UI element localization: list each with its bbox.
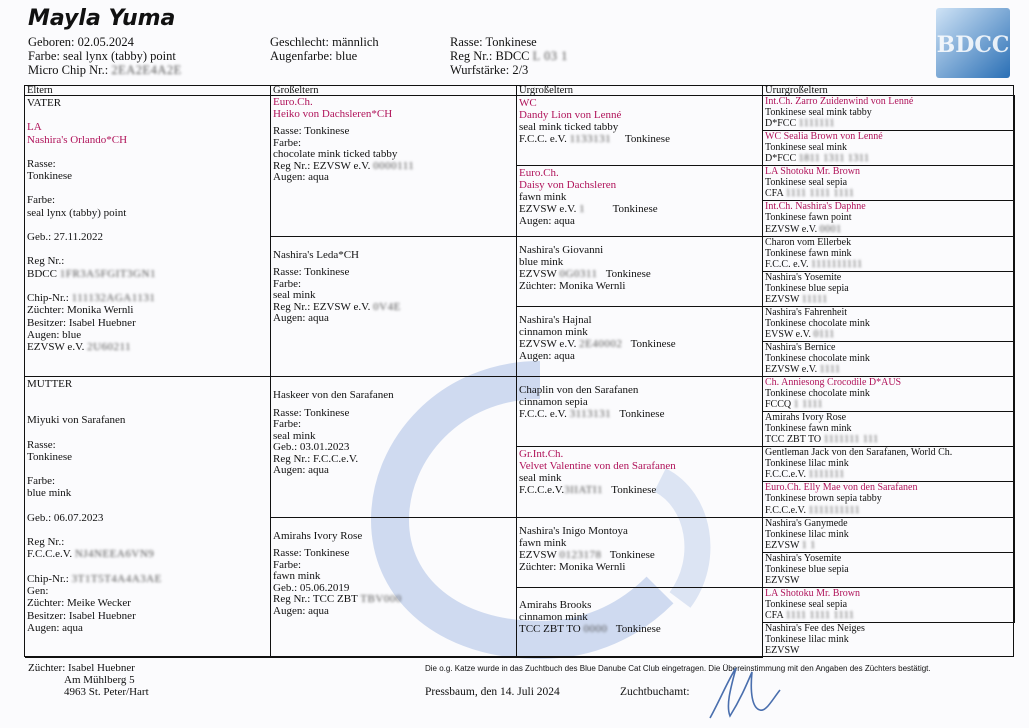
grandparent-name: Heiko von Dachsleren*CH xyxy=(273,107,393,120)
header-middle xyxy=(270,35,379,63)
mother-gen: Gen: xyxy=(27,584,49,597)
great-great-grandparent-cell: Charon vom Ellerbek Tonkinese fawn mink F.C.C. e.V. 1111111111 xyxy=(763,237,1015,272)
mother-owner: Besitzer: Isabel Huebner xyxy=(27,609,136,622)
great-grandparent-cell: Amirahs Brooks cinnamon mink TCC ZBT TO 0000 Tonkinese xyxy=(517,588,763,658)
great-great-grandparent-cell: WC Sealia Brown von Lenné Tonkinese seal mink D*FCC 1811 1311 1311 xyxy=(763,131,1015,166)
header-chip: Micro Chip Nr.: 2EA2E4A2E xyxy=(28,63,182,77)
mother-color: blue mink xyxy=(27,487,72,500)
studbook-office-label: Zuchtbuchamt: xyxy=(620,686,690,698)
great-great-grandparent-cell: Nashira's Bernice Tonkinese chocolate mink EZVSW e.V. 1111 xyxy=(763,342,1015,377)
great-great-grandparent-cell: Nashira's Yosemite Tonkinese blue sepia EZVSW xyxy=(763,553,1015,588)
father-eyes: Augen: blue xyxy=(27,328,82,341)
great-grandparent-cell: Nashira's Inigo Montoya fawn mink EZVSW 0123178 Tonkinese Züchter: Monika Wernli xyxy=(517,518,763,588)
great-grandparent-cell: Nashira's Hajnal cinnamon mink EZVSW e.V. 2E40002 Tonkinese Augen: aqua xyxy=(517,307,763,377)
header-reg: Reg Nr.: BDCC L 03 1 xyxy=(450,49,568,63)
father-cell: VATER LA Nashira's Orlando*CH Rasse: Tonkinese Farbe: seal lynx (tabby) point Geb.: 27.11.2022 Reg Nr.: BDCC 1FR3A5FGIT3GN1 Chip-Nr.: 111132AGA1131 Züchter: Monika Wernli Besitzer: Isabel Huebner Augen: blue EZVSW e.V. 2U60211 xyxy=(25,96,271,377)
great-great-grandparent-cell: Euro.Ch. Elly Mae von den Sarafanen Tonkinese brown sepia tabby F.C.C.e.V. 1111111111 xyxy=(763,482,1015,517)
father-born: Geb.: 27.11.2022 xyxy=(27,231,103,244)
great-great-grandparent-cell: LA Shotoku Mr. Brown Tonkinese seal sepia CFA 1111 1111 1111 xyxy=(763,166,1015,201)
header-born: Geboren: 02.05.2024 xyxy=(28,35,134,49)
great-grandparent-cell: WC Dandy Lion von Lenné seal mink ticked tabby F.C.C. e.V. 1133131 Tonkinese xyxy=(517,96,763,166)
grandparent-name: Nashira's Leda*CH xyxy=(273,248,359,261)
footer-address-street: Am Mühlberg 5 xyxy=(64,674,135,686)
header-eye-color: Augenfarbe: blue xyxy=(270,49,358,63)
grandparent-name: Haskeer von den Sarafanen xyxy=(273,389,394,401)
mother-chip: Chip-Nr.: 3T1T5T4A4A3AE xyxy=(27,572,162,585)
father-owner: Besitzer: Isabel Huebner xyxy=(27,316,136,329)
mother-name: Miyuki von Sarafanen xyxy=(27,414,126,427)
footer-breeder: Züchter: Isabel Huebner xyxy=(28,662,135,674)
great-great-grandparent-cell: Nashira's Fee des Neiges Tonkinese lilac mink EZVSW xyxy=(765,622,865,657)
great-great-grandparent-cell: Nashira's Ganymede Tonkinese lilac mink EZVSW 1 1 xyxy=(763,518,1015,553)
signature-icon xyxy=(700,660,790,724)
registration-notice: Die o.g. Katze wurde in das Zuchtbuch des Blue Danube Cat Club eingetragen. Die Übereinstimmung mit den Angaben des Züchters bestätigt. xyxy=(425,664,931,673)
mother-breeder: Züchter: Meike Wecker xyxy=(27,597,131,610)
great-grandparent-cell: Chaplin von den Sarafanen cinnamon sepia F.C.C. e.V. 3113131 Tonkinese xyxy=(517,377,763,447)
mother-cell: MUTTER Miyuki von Sarafanen Rasse: Tonkinese Farbe: blue mink Geb.: 06.07.2023 Reg Nr.: F.C.C.e.V. NJ4NEEA6VN9 Chip-Nr.: 3T1T5T4A4A3AE Gen: Züchter: Meike Wecker Besitzer: Isabel Huebner Augen: aqua xyxy=(25,377,271,658)
father-reg: BDCC 1FR3A5FGIT3GN1 xyxy=(27,267,156,280)
pedigree-table xyxy=(24,85,1014,657)
header-right xyxy=(450,35,568,77)
great-great-grandparent-cell: LA Shotoku Mr. Brown Tonkinese seal sepia CFA 1111 1111 1111 xyxy=(763,588,1015,623)
grandparent-cell: Amirahs Ivory Rose Rasse: Tonkinese Farbe: fawn mink Geb.: 05.06.2019 Reg Nr.: TCC ZBT TBV000 Augen: aqua xyxy=(271,518,517,659)
header-breed: Rasse: Tonkinese xyxy=(450,35,537,49)
father-club: EZVSW e.V. 2U60211 xyxy=(27,341,132,354)
great-grandparent-cell: Nashira's Giovanni blue mink EZVSW 0G0311 Tonkinese Züchter: Monika Wernli xyxy=(517,237,763,307)
mother-breed: Tonkinese xyxy=(27,450,73,463)
header-left xyxy=(28,35,182,77)
father-chip: Chip-Nr.: 111132AGA1131 xyxy=(27,291,156,304)
father-name: Nashira's Orlando*CH xyxy=(27,133,128,146)
great-great-grandparent-cell: Nashira's Fahrenheit Tonkinese chocolate mink EVSW e.V. 0111 xyxy=(763,307,1015,342)
great-great-grandparent-cell: Ch. Anniesong Crocodile D*AUS Tonkinese chocolate mink FCCQ 1 1111 xyxy=(763,377,1015,412)
breeder-address xyxy=(28,662,149,698)
father-color: seal lynx (tabby) point xyxy=(27,206,127,219)
mother-born: Geb.: 06.07.2023 xyxy=(27,511,104,524)
mother-reg: F.C.C.e.V. NJ4NEEA6VN9 xyxy=(27,548,155,561)
header-sex: Geschlecht: männlich xyxy=(270,35,379,49)
great-great-grandparent-cell: Int.Ch. Nashira's Daphne Tonkinese fawn point EZVSW e.V. 0001 xyxy=(763,201,1015,236)
great-great-grandparent-cell: Nashira's Yosemite Tonkinese blue sepia EZVSW 11111 xyxy=(763,272,1015,307)
footer-address-city: 4963 St. Peter/Hart xyxy=(64,686,149,698)
cat-name: Mayla Yuma xyxy=(28,6,176,31)
great-great-grandparent-cell: Amirahs Ivory Rose Tonkinese fawn mink TCC ZBT TO 1111111 111 xyxy=(763,412,1015,447)
svg-text:BDCC: BDCC xyxy=(936,32,1010,58)
grandparent-name: Amirahs Ivory Rose xyxy=(273,529,363,542)
father-breeder: Züchter: Monika Wernli xyxy=(27,304,134,317)
grandparent-cell: Haskeer von den Sarafanen Rasse: Tonkinese Farbe: seal mink Geb.: 03.01.2023 Reg Nr.: F.C.C.e.V. Augen: aqua xyxy=(271,377,517,518)
column-header-great-grandparents: Urgroßeltern xyxy=(517,86,763,96)
bdcc-logo xyxy=(936,8,1010,78)
grandparent-cell: Euro.Ch. Heiko von Dachsleren*CH Rasse: Tonkinese Farbe: chocolate mink ticked tabby Reg Nr.: EZVSW e.V. 0000111 Augen: aqua xyxy=(271,96,517,237)
father-title: LA xyxy=(27,121,42,134)
column-header-great-great-grandparents: Ururgroßeltern xyxy=(763,86,1015,96)
father-role: VATER xyxy=(27,97,62,109)
great-grandparent-cell: Gr.Int.Ch. Velvet Valentine von den Sarafanen seal mink F.C.C.e.V.3IIATI1 Tonkinese xyxy=(517,447,763,517)
great-great-grandparent-cell: Gentleman Jack von den Sarafanen, World Ch. Tonkinese lilac mink F.C.C.e.V. 1111111 xyxy=(763,447,1015,482)
great-great-grandparent-cell: Int.Ch. Zarro Zuidenwind von Lenné Tonkinese seal mink tabby D*FCC 1111111 xyxy=(763,96,1015,131)
father-breed: Tonkinese xyxy=(27,170,73,183)
column-header-grandparents: Großeltern xyxy=(271,86,517,96)
column-header-parents: Eltern xyxy=(25,86,271,96)
place-date: Pressbaum, den 14. Juli 2024 xyxy=(425,686,560,698)
header-color: Farbe: seal lynx (tabby) point xyxy=(28,49,176,63)
mother-role: MUTTER xyxy=(27,378,73,390)
header-litter: Wurfstärke: 2/3 xyxy=(450,63,529,77)
grandparent-cell: Nashira's Leda*CH Rasse: Tonkinese Farbe: seal mink Reg Nr.: EZVSW e.V. 0V4E Augen: aqua xyxy=(271,237,517,378)
great-grandparent-cell: Euro.Ch. Daisy von Dachsleren fawn mink EZVSW e.V. 1 Tonkinese Augen: aqua xyxy=(517,166,763,236)
mother-eyes: Augen: aqua xyxy=(27,621,83,634)
